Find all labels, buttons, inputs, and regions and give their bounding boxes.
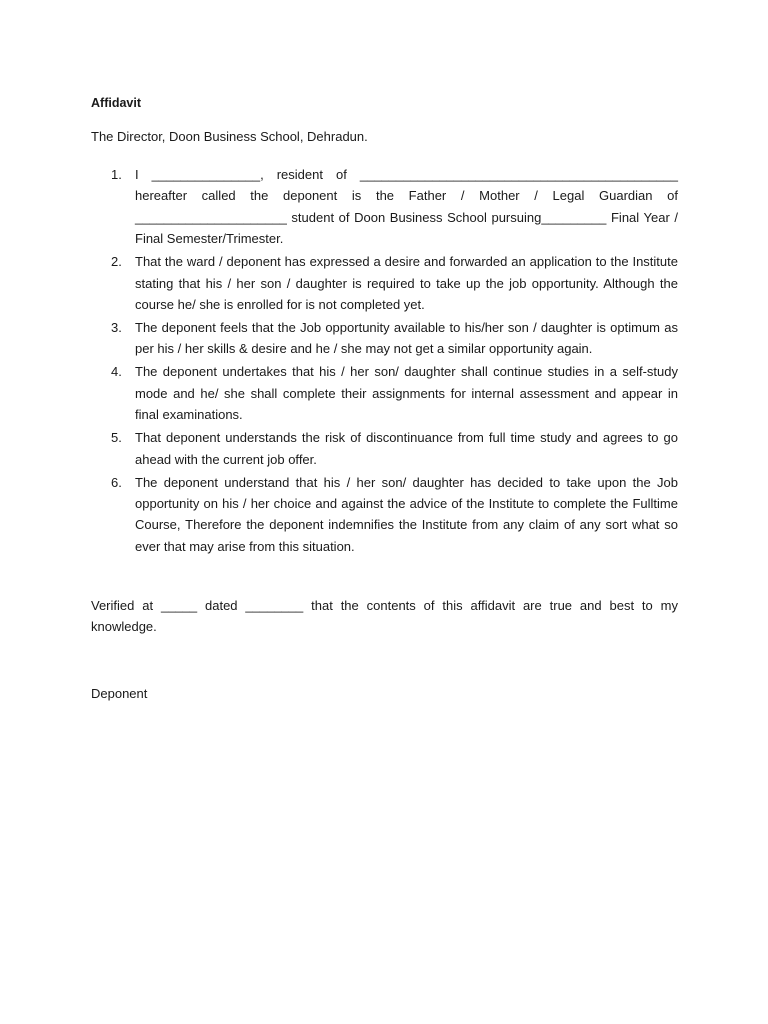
clause-number: 1. (111, 167, 122, 182)
verification-statement: Verified at _____ dated ________ that the contents of this affidavit are true and best to my knowledge. (91, 598, 678, 634)
document-title: Affidavit (91, 96, 141, 110)
clause-number: 5. (111, 430, 122, 446)
clause-number: 4. (111, 364, 122, 380)
clause-number: 6. (111, 474, 122, 490)
clause-item (91, 317, 678, 360)
clause-item (91, 251, 678, 315)
clause-number: 3. (111, 320, 122, 336)
clause-text: The deponent feels that the Job opportunity available to his/her son / daughter is optimum as per his / her skills & desire and he / she may not get a similar opportunity again. (135, 320, 678, 357)
addressee-line: The Director, Doon Business School, Dehradun. (91, 129, 368, 144)
clause-item (91, 472, 678, 558)
clause-text: The deponent undertakes that his / her son/ daughter shall continue studies in a self-study mode and he/ she shall complete their assignments for internal assessment and appear in final examinations. (135, 364, 678, 423)
clause-text: The deponent understand that his / her son/ daughter has decided to take upon the Job opportunity on his / her choice and against the advice of the Institute to complete the Fulltime Course, Therefore the deponent indemnifies the Institute from any claim of any sort what so ever that may arise from this situation. (135, 474, 678, 554)
signature-label: Deponent (91, 686, 148, 701)
clause-number: 2. (111, 254, 122, 270)
clause-item (91, 427, 678, 470)
clause-text: That the ward / deponent has expressed a desire and forwarded an application to the Institute stating that his / her son / daughter is required to take up the job opportunity. Although the course he/ she is enrolled for is not completed yet. (135, 254, 678, 313)
clause-text: That deponent understands the risk of discontinuance from full time study and agrees to go ahead with the current job offer. (135, 430, 678, 467)
clause-list (91, 164, 678, 559)
clause-text: I _______________, resident of ____________________________________________ hereafter called the deponent is the Father / Mother / Legal Guardian of _____________________ student of Doon Business School pursuing_________ Final Year / Final Semester/Trimester. (135, 167, 678, 247)
clause-item (91, 164, 678, 250)
clause-item (91, 361, 678, 425)
